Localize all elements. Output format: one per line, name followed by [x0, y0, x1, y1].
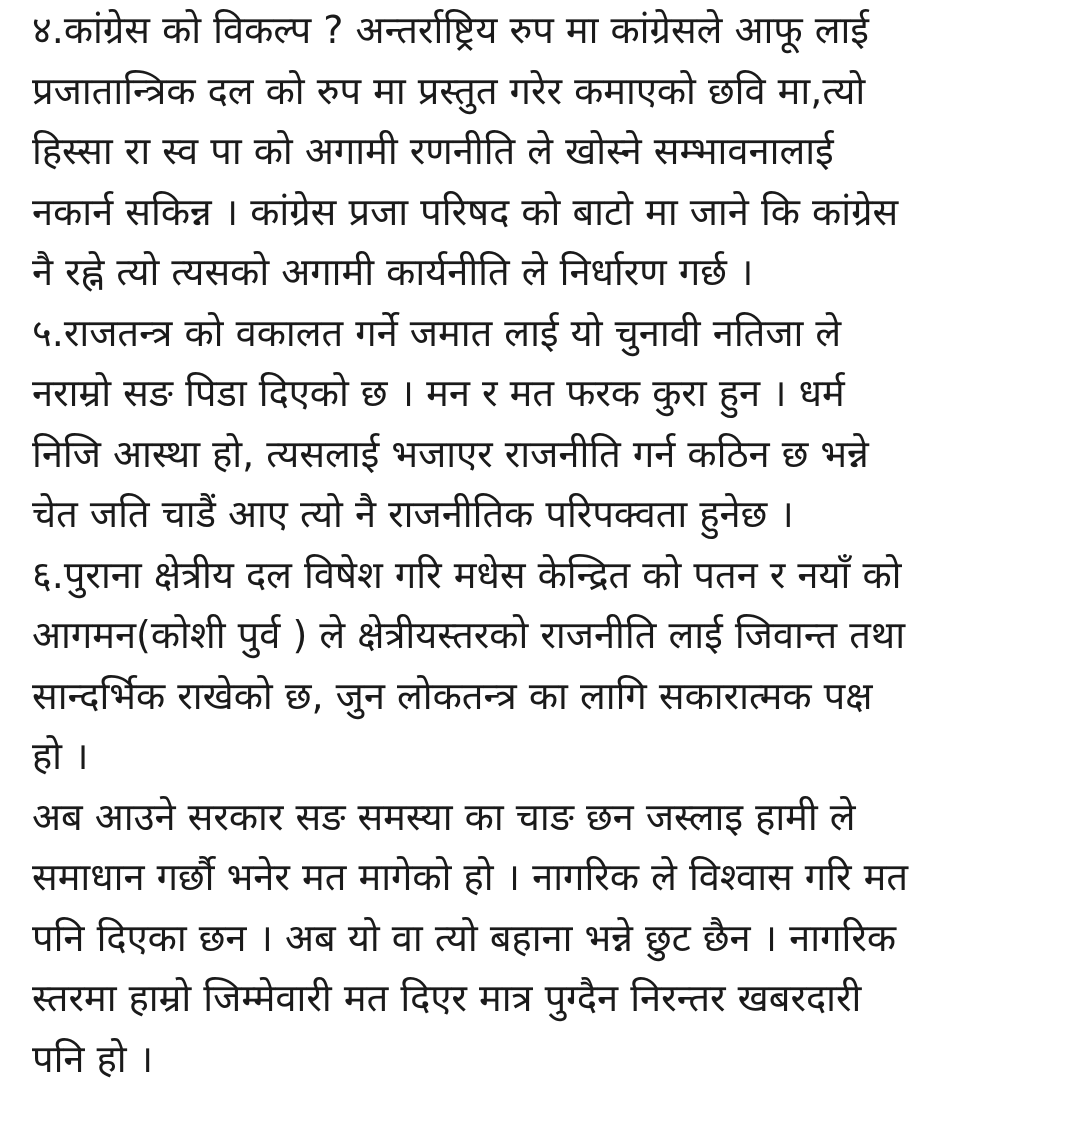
- text-line-1: ४.कांग्रेस को विकल्प ? अन्तर्राष्ट्रिय रुप मा कांग्रेसले आफू लाई: [32, 8, 869, 52]
- text-line-2: प्रजातान्त्रिक दल को रुप मा प्रस्तुत गरेर कमाएको छवि मा,त्यो: [32, 68, 866, 113]
- text-line-10: ६.पुराना क्षेत्रीय दल विषेश गरि मधेस केन्द्रित को पतन र नयाँ को: [32, 552, 902, 597]
- text-line-16: पनि दिएका छन । अब यो वा त्यो बहाना भन्ने छुट छैन । नागरिक: [32, 915, 897, 960]
- text-line-17: स्तरमा हाम्रो जिम्मेवारी मत दिएर मात्र पुग्दैन निरन्तर खबरदारी: [32, 976, 862, 1020]
- text-line-4: नकार्न सकिन्न । कांग्रेस प्रजा परिषद को बाटो मा जाने कि कांग्रेस: [32, 189, 899, 234]
- text-line-6: ५.राजतन्त्र को वकालत गर्ने जमात लाई यो चुनावी नतिजा ले: [32, 310, 842, 355]
- text-line-14: अब आउने सरकार सङ समस्या का चाङ छन जस्लाइ हामी ले: [32, 794, 856, 839]
- text-line-15: समाधान गर्छौ भनेर मत मागेको हो । नागरिक ले विश्वास गरि मत: [32, 855, 909, 899]
- text-line-5: नै रह्ने त्यो त्यसको अगामी कार्यनीति ले निर्धारण गर्छ ।: [32, 250, 754, 294]
- text-line-13: हो ।: [32, 734, 89, 778]
- text-line-9: चेत जति चाडैं आए त्यो नै राजनीतिक परिपक्वता हुनेछ ।: [32, 492, 794, 536]
- text-line-12: सान्दर्भिक राखेको छ, जुन लोकतन्त्र का लागि सकारात्मक पक्ष: [32, 673, 873, 718]
- text-line-18: पनि हो ।: [32, 1036, 154, 1081]
- text-line-11: आगमन(कोशी पुर्व ) ले क्षेत्रीयस्तरको राजनीति लाई जिवान्त तथा: [32, 613, 906, 657]
- text-line-7: नराम्रो सङ पिडा दिएको छ । मन र मत फरक कुरा हुन । धर्म: [32, 371, 845, 415]
- text-line-3: हिस्सा रा स्व पा को अगामी रणनीति ले खोस्ने सम्भावनालाई: [32, 129, 834, 173]
- text-line-8: निजि आस्था हो, त्यसलाई भजाएर राजनीति गर्न कठिन छ भन्ने: [32, 431, 869, 476]
